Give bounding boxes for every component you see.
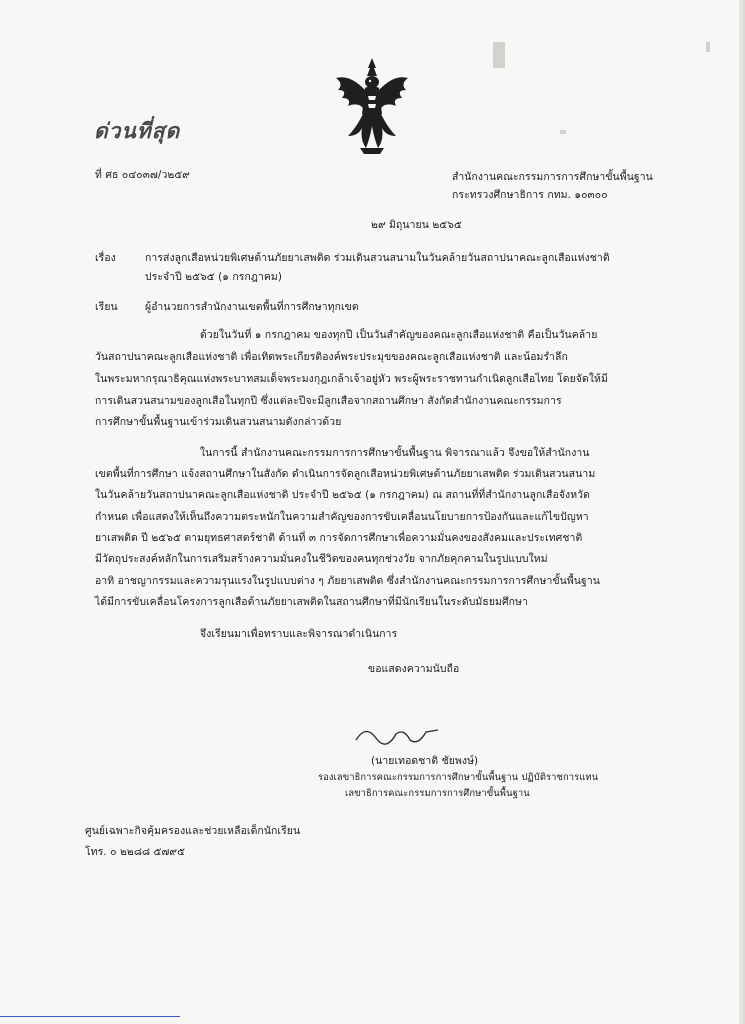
body-line: ในการนี้ สำนักงานคณะกรรมการการศึกษาขั้นพื้นฐาน พิจารณาแล้ว จึงขอให้สำนักงาน <box>200 447 590 459</box>
body-line: ได้มีการขับเคลื่อนโครงการลูกเสือต้านภัยยาเสพติดในสถานศึกษาที่มีนักเรียนในระดับมัธยมศึกษา <box>95 596 528 608</box>
body-line: มีวัตถุประสงค์หลักในการเสริมสร้างความมั่นคงในชีวิตของคนทุกช่วงวัย จากภัยคุกคามในรูปแบบใหม่ <box>95 553 548 565</box>
handwritten-signature <box>352 720 442 748</box>
contact-unit: ศูนย์เฉพาะกิจคุ้มครองและช่วยเหลือเด็กนักเรียน <box>85 825 301 837</box>
scan-blot <box>706 42 710 52</box>
agency-name: สำนักงานคณะกรรมการการศึกษาขั้นพื้นฐาน <box>452 171 653 183</box>
scan-edge-shadow <box>739 0 745 1024</box>
body-line: กำหนด เพื่อแสดงให้เห็นถึงความตระหนักในความสำคัญของการขับเคลื่อนนโยบายการป้องกันและแก้ไขปัญหา <box>95 511 589 523</box>
subject-line: การส่งลูกเสือหน่วยพิเศษต้านภัยยาเสพติด ร่วมเดินสวนสนามในวันคล้ายวันสถาปนาคณะลูกเสือแห่งชาติ <box>145 252 610 264</box>
scan-blot <box>560 130 566 134</box>
garuda-emblem-icon <box>330 56 414 156</box>
body-line: ยาเสพติด ปี ๒๕๖๕ ตามยุทธศาสตร์ชาติ ด้านที่ ๓ การจัดการศึกษาเพื่อความมั่นคงของสังคมและประเทศชาติ <box>95 532 583 544</box>
bottom-rule <box>0 1016 180 1017</box>
body-line: ในวันคล้ายวันสถาปนาคณะลูกเสือแห่งชาติ ประจำปี ๒๕๖๕ (๑ กรกฎาคม) ณ สถานที่ที่สำนักงานลูกเสือจังหวัด <box>95 489 590 501</box>
agency-address: กระทรวงศึกษาธิการ กทม. ๑๐๓๐๐ <box>452 189 608 201</box>
signatory-title: เลขาธิการคณะกรรมการการศึกษาขั้นพื้นฐาน <box>345 788 530 799</box>
scan-blot <box>493 42 505 68</box>
body-line: อาทิ อาชญากรรมและความรุนแรงในรูปแบบต่าง ๆ ภัยยาเสพติด ซึ่งสำนักงานคณะกรรมการการศึกษาขั้นพื้นฐาน <box>95 575 600 587</box>
body-line: วันสถาปนาคณะลูกเสือแห่งชาติ เพื่อเทิดพระเกียรติองค์พระประมุขของคณะลูกเสือแห่งชาติ และน้อมรำลึก <box>95 351 568 363</box>
body-line: เขตพื้นที่การศึกษา แจ้งสถานศึกษาในสังกัด ดำเนินการจัดลูกเสือหน่วยพิเศษต้านภัยยาเสพติด ร่วมเดินสวนสนาม <box>95 468 596 480</box>
body-line: ในพระมหากรุณาธิคุณแห่งพระบาทสมเด็จพระมงกุฎเกล้าเจ้าอยู่หัว พระผู้พระราชทานกำเนิดลูกเสือไทย โดยจัดให้มี <box>95 373 608 385</box>
document-number: ที่ ศธ ๐๔๐๓๗/ว๒๕๙ <box>95 169 191 181</box>
body-line: การเดินสวนสนามของลูกเสือในทุกปี ซึ่งแต่ละปีจะมีลูกเสือจากสถานศึกษา สังกัดสำนักงานคณะกรรมการ <box>95 395 562 407</box>
urgency-stamp: ด่วนที่สุด <box>94 119 181 143</box>
closing-request: จึงเรียนมาเพื่อทราบและพิจารณาดำเนินการ <box>200 628 398 640</box>
letter-date: ๒๙ มิถุนายน ๒๕๖๕ <box>371 219 462 231</box>
subject-label: เรื่อง <box>95 252 116 264</box>
signatory-name: (นายเทอดชาติ ชัยพงษ์) <box>371 755 479 767</box>
recipient-label: เรียน <box>95 301 118 313</box>
recipient: ผู้อำนวยการสำนักงานเขตพื้นที่การศึกษาทุกเขต <box>145 301 359 313</box>
contact-phone: โทร. ๐ ๒๒๘๘ ๕๗๙๕ <box>85 846 186 858</box>
body-line: ด้วยในวันที่ ๑ กรกฎาคม ของทุกปี เป็นวันสำคัญของคณะลูกเสือแห่งชาติ คือเป็นวันคล้าย <box>200 329 598 341</box>
signatory-title: รองเลขาธิการคณะกรรมการการศึกษาขั้นพื้นฐาน ปฏิบัติราชการแทน <box>318 772 599 783</box>
regards: ขอแสดงความนับถือ <box>368 663 460 675</box>
subject-line: ประจำปี ๒๕๖๕ (๑ กรกฎาคม) <box>145 271 283 283</box>
body-line: การศึกษาขั้นพื้นฐานเข้าร่วมเดินสวนสนามดังกล่าวด้วย <box>95 416 342 428</box>
